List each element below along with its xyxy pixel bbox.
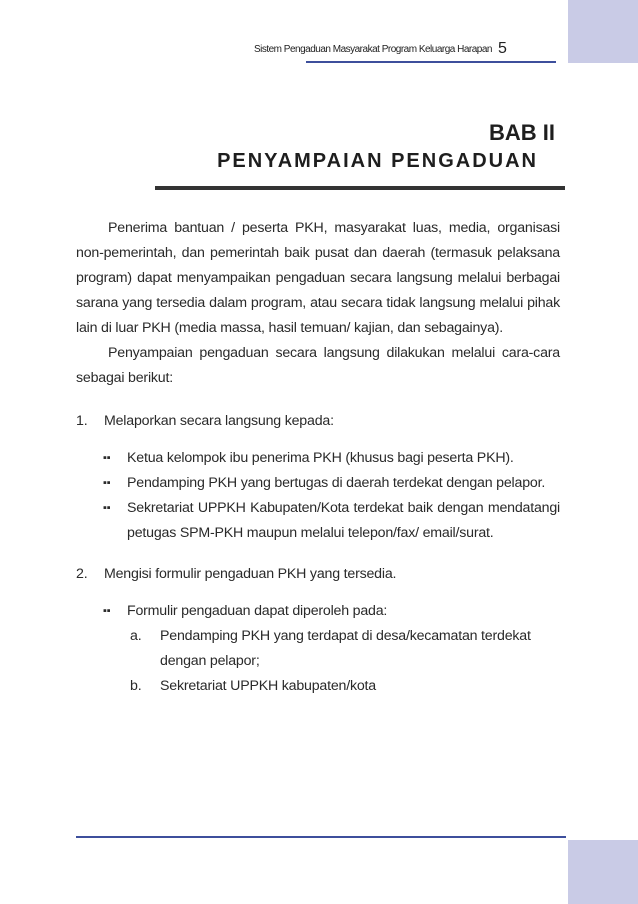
list-text: Mengisi formulir pengaduan PKH yang tersedia. bbox=[104, 566, 397, 582]
side-tab-top bbox=[568, 0, 638, 63]
list-item bbox=[76, 409, 560, 434]
bullet-item bbox=[103, 496, 560, 546]
list-text: Melaporkan secara langsung kepada: bbox=[104, 413, 334, 429]
list-number: 1. bbox=[76, 413, 88, 429]
bullet-list bbox=[76, 446, 560, 546]
sub-item bbox=[130, 624, 560, 674]
sub-text: Sekretariat UPPKH kabupaten/kota bbox=[160, 678, 376, 694]
footer-rule bbox=[76, 836, 566, 838]
bullet-text: Sekretariat UPPKH Kabupaten/Kota terdekat baik dengan mendatangi petugas SPM-PKH maupun melalui telepon/fax/ email/surat. bbox=[127, 500, 560, 541]
running-header: Sistem Pengaduan Masyarakat Program Keluarga Harapan bbox=[253, 44, 492, 55]
bullet-icon: ▪▪ bbox=[103, 452, 111, 464]
list-number: 2. bbox=[76, 566, 88, 582]
list-item bbox=[76, 562, 560, 587]
bullet-icon: ▪▪ bbox=[103, 502, 111, 514]
bullet-text: Pendamping PKH yang bertugas di daerah terdekat dengan pelapor. bbox=[127, 475, 546, 491]
sub-letter: b. bbox=[130, 678, 142, 694]
paragraph: Penyampaian pengaduan secara langsung dilakukan melalui cara-cara sebagai berikut: bbox=[76, 345, 560, 386]
bullet-icon: ▪▪ bbox=[103, 605, 111, 617]
chapter-title: PENYAMPAIAN PENGADUAN bbox=[217, 150, 538, 172]
bullet-text: Formulir pengaduan dapat diperoleh pada: bbox=[127, 603, 388, 619]
bullet-item bbox=[103, 599, 560, 624]
sub-text: Pendamping PKH yang terdapat di desa/kecamatan terdekat dengan pelapor; bbox=[160, 628, 531, 669]
bullet-list bbox=[76, 599, 560, 624]
paragraph: Penerima bantuan / peserta PKH, masyarakat luas, media, organisasi non-pemerintah, dan pemerintah baik pusat dan daerah (termasuk pelaksana program) dapat menyampaikan pengaduan secara langsung melalui berbagai sarana yang tersedia dalam program, atau secara tidak langsung melalui pihak lain di luar PKH (media massa, hasil temuan/ kajian, dan sebagainya). bbox=[76, 220, 560, 336]
side-tab-bottom bbox=[568, 840, 638, 904]
chapter-number: BAB II bbox=[489, 120, 555, 145]
body-content bbox=[76, 216, 560, 699]
bullet-icon: ▪▪ bbox=[103, 477, 111, 489]
bullet-text: Ketua kelompok ibu penerima PKH (khusus bagi peserta PKH). bbox=[127, 450, 514, 466]
sub-letter: a. bbox=[130, 628, 142, 644]
header-rule bbox=[306, 61, 556, 63]
page-number: 5 bbox=[498, 40, 507, 57]
bullet-item bbox=[103, 446, 560, 471]
sub-list bbox=[76, 624, 560, 699]
title-rule bbox=[155, 186, 565, 190]
sub-item bbox=[130, 674, 560, 699]
bullet-item bbox=[103, 471, 560, 496]
